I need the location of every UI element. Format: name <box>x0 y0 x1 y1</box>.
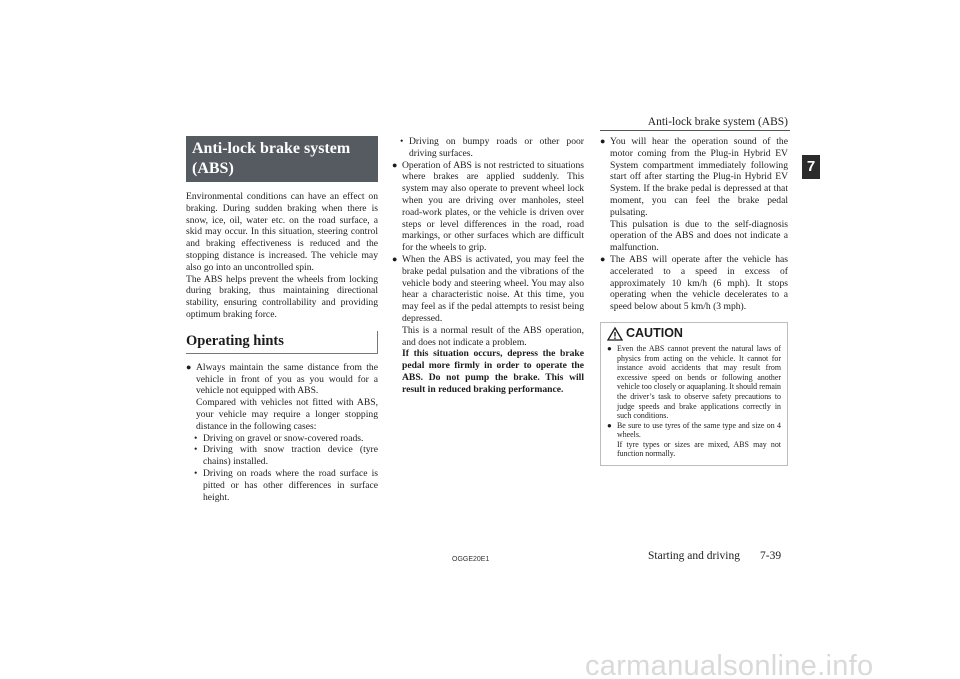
caution-header <box>607 327 781 341</box>
operating-hints-heading: Operating hints <box>186 331 378 354</box>
bullet-icon: ● <box>600 253 606 264</box>
dash-text: Driving on bumpy roads or other poor driving surfaces. <box>409 136 584 159</box>
dash-bullet-icon: • <box>194 444 198 456</box>
bullet-text: You will hear the operation sound of the motor coming from the Plug-in Hybrid EV System compartment immediately following start off after starting the Plug-in Hybrid EV System. If the brake pedal is depressed at that moment, you can feel the brake pedal pulsating. <box>610 136 788 218</box>
section-title-line-2: (ABS) <box>192 160 234 177</box>
bullet-icon: ● <box>607 343 612 353</box>
column-2 <box>392 136 584 396</box>
bullet-icon: ● <box>186 361 192 372</box>
page-number: 7-39 <box>760 550 782 562</box>
bullet-icon: ● <box>607 420 612 430</box>
abs-function-paragraph: The ABS helps prevent the wheels from locking during braking, thus maintaining directional stability, ensuring controllability and providing optimum braking force. <box>186 273 378 320</box>
caution-item <box>607 421 781 459</box>
intro-paragraph: Environmental conditions can have an effect on braking. During sudden braking when there is snow, ice, oil, water etc. on the road surface, a skid may occur. In this situation, steering control and braking effectiveness is reduced and the stopping distance is increased. The vehicle may also go into an uncontrolled spin. <box>186 191 378 273</box>
caution-continuation: If tyre types or sizes are mixed, ABS may not function normally. <box>617 439 781 459</box>
bullet-text: The ABS will operate after the vehicle has accelerated to a speed in excess of approximately 10 km/h (6 mph). It stops operating when the vehicle decelerates to a speed below about 5 km/h (3 mph). <box>610 253 788 313</box>
dash-item <box>186 433 378 445</box>
caution-item <box>607 344 781 421</box>
bullet-icon: ● <box>392 159 398 170</box>
dash-item <box>186 444 378 468</box>
caution-title: CAUTION <box>626 326 683 341</box>
bullet-item <box>392 254 584 396</box>
bullet-continuation: This is a normal result of the ABS operation, and does not indicate a problem. <box>402 324 584 348</box>
bold-warning-text: If this situation occurs, depress the brake pedal more firmly in order to operate the ABS. Do not pump the brake. This will result in reduced braking performance. <box>402 348 584 395</box>
caution-text: Even the ABS cannot prevent the natural laws of physics from acting on the vehicle. It cannot for instance avoid accidents that may result from excessive speed on bends or following another vehicle too closely or aquaplaning. It should remain the driver’s task to observe safety precautions to judge speeds and brake applications correctly in such conditions. <box>617 343 781 421</box>
watermark: carmanualsonline.info <box>585 650 874 679</box>
caution-text: Be sure to use tyres of the same type and size on 4 wheels. <box>617 420 781 440</box>
dash-item <box>392 136 584 160</box>
chapter-tab: 7 <box>802 155 820 179</box>
running-head: Anti-lock brake system (ABS) <box>647 116 788 128</box>
dash-text: Driving on roads where the road surface is pitted or has other differences in surface height. <box>203 467 378 503</box>
bullet-item <box>600 136 788 254</box>
dash-bullet-icon: • <box>400 136 404 147</box>
dash-bullet-icon: • <box>194 467 198 479</box>
bullet-icon: ● <box>392 253 398 264</box>
dash-item <box>186 468 378 503</box>
dash-text: Driving with snow traction device (tyre chains) installed. <box>203 444 378 468</box>
section-title <box>186 136 378 182</box>
header-rule <box>600 130 790 131</box>
bullet-continuation: This pulsation is due to the self-diagnosis operation of the ABS and does not indicate a malfunction. <box>610 218 788 254</box>
bullet-item <box>186 362 378 433</box>
bullet-continuation: Compared with vehicles not fitted with ABS, your vehicle may require a longer stopping distance in the following cases: <box>196 397 378 432</box>
column-1 <box>186 136 378 503</box>
bullet-item <box>392 160 584 254</box>
dash-bullet-icon: • <box>194 432 198 444</box>
section-title-line-1: Anti-lock brake system <box>192 140 351 157</box>
bullet-item <box>600 254 788 313</box>
bullet-text: Always maintain the same distance from the vehicle in front of you as you would for a vehicle not equipped with ABS. <box>196 361 378 397</box>
footer-section-name: Starting and driving <box>648 550 740 562</box>
bullet-text: When the ABS is activated, you may feel the brake pedal pulsation and the vibrations of the vehicle body and steering wheel. You may also hear a characteristic noise. At this time, you may feel as if the pedal attempts to resist being depressed. <box>402 253 584 324</box>
bullet-icon: ● <box>600 136 606 146</box>
dash-text: Driving on gravel or snow-covered roads. <box>203 432 364 444</box>
document-code: OGGE20E1 <box>452 556 490 563</box>
caution-box <box>600 322 788 466</box>
bullet-text: Operation of ABS is not restricted to situations where brakes are applied suddenly. This system may also operate to prevent wheel lock when you are driving over manholes, steel road-work plates, or the vehicle is driven over steps or level differences in the road, road markings, or other surfaces which are difficult for the wheels to grip. <box>402 159 584 254</box>
warning-triangle-icon <box>607 327 623 341</box>
column-3 <box>600 136 788 466</box>
